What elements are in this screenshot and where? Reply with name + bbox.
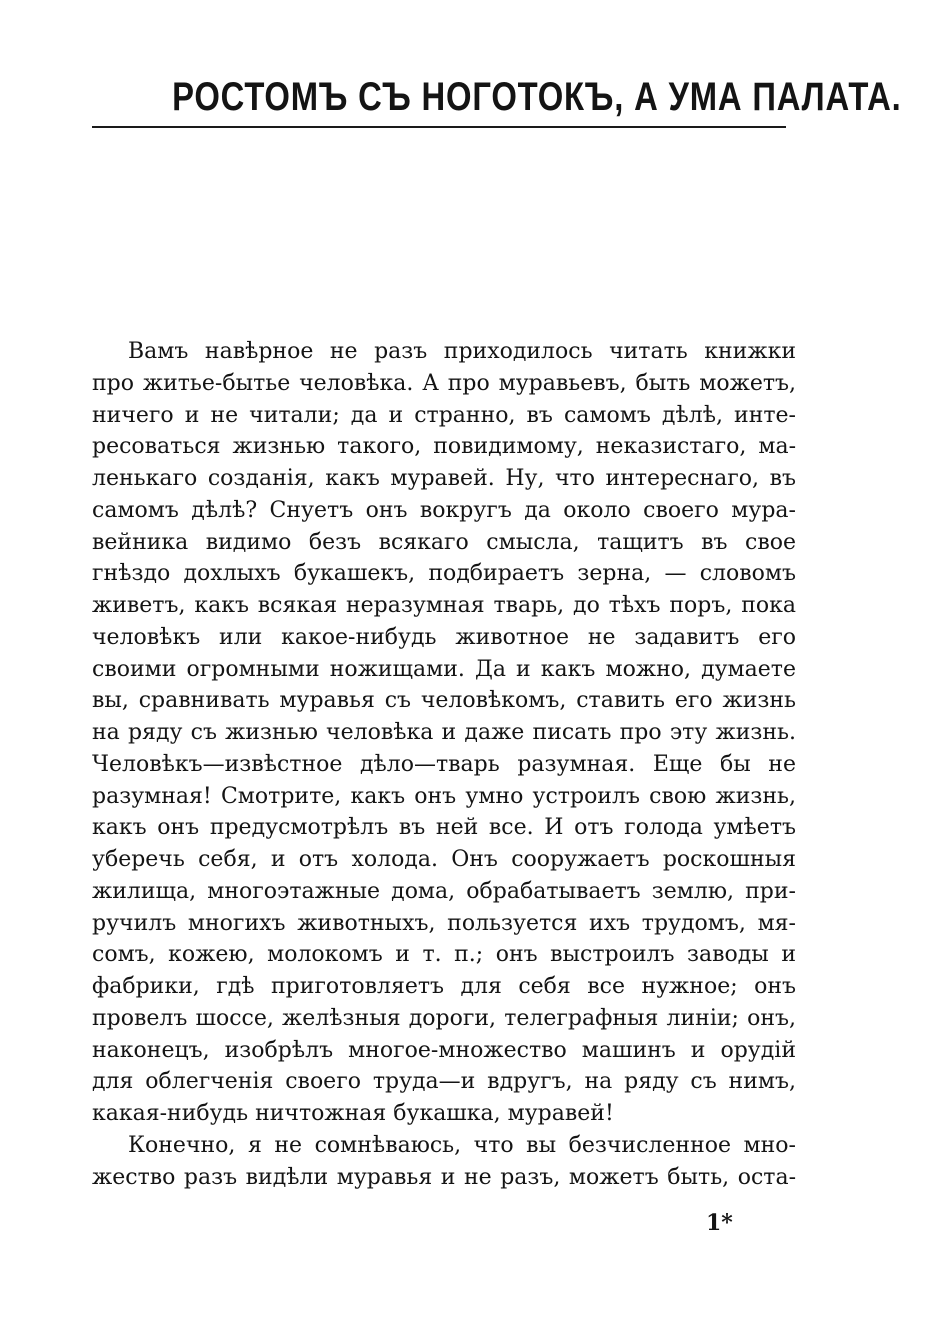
text-line: самомъ дѣлѣ? Снуетъ онъ вокругъ да около своего мура- — [92, 497, 796, 523]
text-line: ленькаго созданія, какъ муравей. Ну, что интереснаго, въ — [92, 466, 796, 491]
text-line: фабрики, гдѣ приготовляетъ для себя все нужное; онъ — [92, 974, 796, 999]
text-line: провелъ шоссе, желѣзныя дороги, телеграфныя линіи; онъ, — [92, 1005, 796, 1031]
signature-mark: 1* — [706, 1210, 733, 1236]
text-line: на ряду съ жизнью человѣка и даже писать про эту жизнь. — [92, 720, 796, 745]
text-line: ручилъ многихъ животныхъ, пользуется ихъ трудомъ, мя- — [92, 910, 796, 936]
body-text — [92, 336, 796, 1193]
page-title — [92, 66, 902, 128]
text-line: ресоваться жизнью такого, повидимому, неказистаго, ма- — [92, 434, 796, 460]
text-line: для облегченія своего труда—и вдругъ, на ряду съ нимъ, — [92, 1069, 796, 1095]
title-underline-rule — [92, 126, 786, 128]
paragraph-1 — [92, 336, 796, 1130]
text-line: гнѣздо дохлыхъ букашекъ, подбираетъ зерна, — словомъ — [92, 561, 796, 587]
text-line: сомъ, кожею, молокомъ и т. п.; онъ выстроилъ заводы и — [92, 942, 796, 968]
text-line: жество разъ видѣли муравья и не разъ, можетъ быть, оста- — [92, 1164, 796, 1190]
text-line: разумная! Смотрите, какъ онъ умно устроилъ свою жизнь, — [92, 783, 796, 809]
text-line: ничего и не читали; да и странно, въ самомъ дѣлѣ, инте- — [92, 402, 796, 428]
text-line: человѣкъ или какое-нибудь животное не задавитъ его — [92, 624, 796, 650]
text-line: про житье-бытье человѣка. А про муравьевъ, быть можетъ, — [92, 370, 796, 396]
text-line: Человѣкъ—извѣстное дѣло—тварь разумная. Еще бы не — [92, 751, 796, 777]
text-line: уберечь себя, и отъ холода. Онъ сооружаетъ роскошныя — [92, 847, 796, 872]
text-line: вы, сравнивать муравья съ человѣкомъ, ставить его жизнь — [92, 688, 796, 714]
text-line: вейника видимо безъ всякаго смысла, тащитъ въ свое — [92, 529, 796, 555]
text-line: своими огромными ножищами. Да и какъ можно, думаете — [92, 656, 796, 682]
text-line: Вамъ навѣрное не разъ приходилось читать книжки — [128, 339, 796, 364]
text-line: Конечно, я не сомнѣваюсь, что вы безчисленное мно- — [128, 1132, 796, 1158]
text-line: наконецъ, изобрѣлъ многое-множество машинъ и орудій — [92, 1037, 796, 1063]
text-line: живетъ, какъ всякая неразумная тварь, до тѣхъ поръ, пока — [92, 593, 796, 618]
text-line: жилища, многоэтажные дома, обрабатываетъ землю, при- — [92, 878, 796, 904]
text-line: какая-нибудь ничтожная букашка, муравей! — [92, 1101, 614, 1126]
paragraph-2 — [92, 1130, 796, 1194]
text-line: какъ онъ предусмотрѣлъ въ ней все. И отъ голода умѣетъ — [92, 815, 796, 841]
page-title-text: РОСТОМЪ СЪ НОГОТОКЪ, А УМА ПАЛАТА. — [172, 75, 902, 119]
